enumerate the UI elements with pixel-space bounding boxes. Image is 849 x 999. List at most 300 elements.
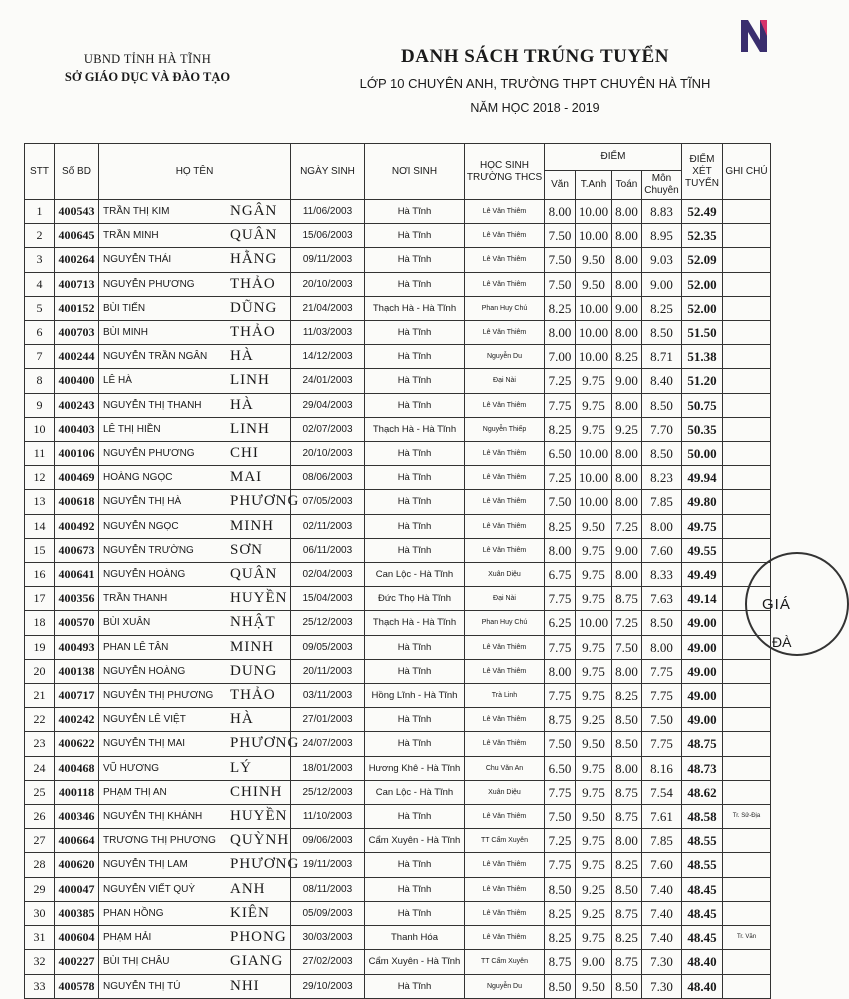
cell-ngay-sinh: 02/04/2003: [291, 563, 365, 587]
cell-diem-xet-tuyen: 48.55: [682, 853, 723, 877]
cell-ngay-sinh: 29/04/2003: [291, 393, 365, 417]
cell-diem-xet-tuyen: 49.75: [682, 514, 723, 538]
cell-ngay-sinh: 08/11/2003: [291, 877, 365, 901]
family-name: TRƯƠNG THỊ PHƯƠNG: [103, 835, 216, 847]
cell-ghi-chu: [723, 659, 771, 683]
cell-diem-xet-tuyen: 52.00: [682, 296, 723, 320]
cell-truong-thcs: Lê Văn Thiêm: [465, 635, 545, 659]
cell-diem-van: 6.50: [545, 756, 576, 780]
cell-ghi-chu: [723, 514, 771, 538]
given-name: ANH: [230, 880, 266, 897]
cell-sbd: 400673: [55, 538, 99, 562]
cell-stt: 31: [25, 926, 55, 950]
cell-diem-anh: 10.00: [576, 345, 612, 369]
cell-truong-thcs: Lê Văn Thiêm: [465, 901, 545, 925]
table-row: [25, 442, 771, 466]
table-row: [25, 780, 771, 804]
cell-truong-thcs: Lê Văn Thiêm: [465, 466, 545, 490]
cell-diem-xet-tuyen: 48.75: [682, 732, 723, 756]
cell-stt: 9: [25, 393, 55, 417]
cell-diem-anh: 10.00: [576, 442, 612, 466]
document-title-block: [330, 46, 740, 115]
cell-noi-sinh: Hà Tĩnh: [365, 708, 465, 732]
cell-stt: 10: [25, 417, 55, 441]
cell-diem-xet-tuyen: 48.55: [682, 829, 723, 853]
cell-diem-anh: 10.00: [576, 611, 612, 635]
cell-diem-anh: 9.75: [576, 369, 612, 393]
cell-ghi-chu: [723, 200, 771, 224]
header-ngay-sinh: NGÀY SINH: [291, 144, 365, 200]
family-name: LÊ THỊ HIỀN: [103, 423, 161, 435]
table-row: [25, 296, 771, 320]
cell-ngay-sinh: 05/09/2003: [291, 901, 365, 925]
cell-diem-van: 6.75: [545, 563, 576, 587]
cell-diem-toan: 8.50: [612, 732, 642, 756]
cell-noi-sinh: Đức Thọ Hà Tĩnh: [365, 587, 465, 611]
stamp-text-2: ĐÀ: [772, 634, 792, 650]
cell-ngay-sinh: 07/05/2003: [291, 490, 365, 514]
cell-stt: 30: [25, 901, 55, 925]
cell-truong-thcs: Lê Văn Thiêm: [465, 248, 545, 272]
cell-noi-sinh: Hà Tĩnh: [365, 732, 465, 756]
cell-diem-toan: 8.75: [612, 950, 642, 974]
cell-ho-ten: [99, 853, 300, 877]
cell-diem-xet-tuyen: 51.38: [682, 345, 723, 369]
cell-stt: 3: [25, 248, 55, 272]
given-name: HÀ: [230, 396, 254, 413]
cell-stt: 14: [25, 514, 55, 538]
cell-diem-van: 8.25: [545, 901, 576, 925]
cell-ghi-chu: [723, 272, 771, 296]
cell-diem-anh: 10.00: [576, 224, 612, 248]
cell-ghi-chu: [723, 684, 771, 708]
cell-noi-sinh: Can Lộc - Hà Tĩnh: [365, 780, 465, 804]
cell-diem-anh: 9.50: [576, 272, 612, 296]
cell-ngay-sinh: 30/03/2003: [291, 926, 365, 950]
cell-ghi-chu: [723, 490, 771, 514]
cell-ghi-chu: [723, 393, 771, 417]
cell-ho-ten: [99, 926, 291, 950]
table-row: [25, 393, 771, 417]
cell-diem-chuyen: 8.25: [642, 296, 682, 320]
family-name: NGUYỄN THỊ LAM: [103, 859, 188, 871]
table-row: [25, 829, 771, 853]
cell-sbd: 400604: [55, 926, 99, 950]
cell-ho-ten: [99, 974, 291, 998]
cell-diem-van: 7.50: [545, 272, 576, 296]
cell-sbd: 400664: [55, 829, 99, 853]
cell-truong-thcs: Lê Văn Thiêm: [465, 877, 545, 901]
cell-diem-chuyen: 7.85: [642, 490, 682, 514]
given-name: NHẬT: [230, 614, 276, 631]
cell-diem-toan: 8.50: [612, 974, 642, 998]
cell-ghi-chu: Tr. Văn: [723, 926, 771, 950]
cell-ho-ten: [99, 200, 291, 224]
given-name: HUYỀN: [230, 808, 288, 825]
family-name: NGUYỄN VIẾT QUỲ: [103, 883, 196, 895]
cell-ngay-sinh: 19/11/2003: [291, 853, 365, 877]
cell-diem-chuyen: 7.60: [642, 538, 682, 562]
cell-stt: 5: [25, 296, 55, 320]
cell-ghi-chu: [723, 224, 771, 248]
cell-sbd: 400227: [55, 950, 99, 974]
cell-diem-chuyen: 8.71: [642, 345, 682, 369]
cell-sbd: 400385: [55, 901, 99, 925]
cell-diem-xet-tuyen: 52.49: [682, 200, 723, 224]
cell-diem-xet-tuyen: 48.58: [682, 805, 723, 829]
cell-diem-chuyen: 7.61: [642, 805, 682, 829]
cell-sbd: 400138: [55, 659, 99, 683]
cell-noi-sinh: Hà Tĩnh: [365, 345, 465, 369]
cell-diem-xet-tuyen: 50.00: [682, 442, 723, 466]
results-table: [24, 143, 771, 999]
cell-noi-sinh: Hà Tĩnh: [365, 321, 465, 345]
family-name: NGUYỄN THỊ HÀ: [103, 496, 182, 508]
cell-sbd: 400641: [55, 563, 99, 587]
cell-diem-van: 7.25: [545, 369, 576, 393]
given-name: HÀ: [230, 348, 254, 365]
family-name: NGUYỄN PHƯƠNG: [103, 278, 195, 290]
family-name: NGUYỄN NGỌC: [103, 520, 179, 532]
cell-diem-toan: 8.50: [612, 877, 642, 901]
cell-ho-ten: [99, 248, 291, 272]
given-name: NGÂN: [230, 203, 278, 219]
cell-diem-chuyen: 7.75: [642, 684, 682, 708]
cell-diem-van: 8.75: [545, 950, 576, 974]
cell-diem-chuyen: 8.95: [642, 224, 682, 248]
family-name: PHẠM THỊ AN: [103, 786, 167, 798]
document-subtitle: LỚP 10 CHUYÊN ANH, TRƯỜNG THPT CHUYÊN HÀ TĨNH: [359, 76, 711, 91]
cell-ngay-sinh: 03/11/2003: [291, 684, 365, 708]
cell-diem-toan: 8.00: [612, 466, 642, 490]
cell-noi-sinh: Hà Tĩnh: [365, 490, 465, 514]
given-name: HẰNG: [230, 251, 278, 268]
cell-ho-ten: [99, 659, 291, 683]
cell-diem-xet-tuyen: 49.00: [682, 684, 723, 708]
cell-truong-thcs: Phan Huy Chú: [465, 611, 545, 635]
given-name: PHƯƠNG: [230, 493, 300, 510]
cell-diem-chuyen: 7.40: [642, 926, 682, 950]
table-row: [25, 684, 771, 708]
cell-stt: 13: [25, 490, 55, 514]
table-row: [25, 369, 771, 393]
cell-diem-anh: 9.75: [576, 538, 612, 562]
cell-ngay-sinh: 27/01/2003: [291, 708, 365, 732]
cell-sbd: 400152: [55, 296, 99, 320]
family-name: BÙI TIẾN: [103, 302, 146, 314]
table-row: [25, 732, 771, 756]
cell-ho-ten: [99, 490, 300, 514]
cell-diem-toan: 8.75: [612, 780, 642, 804]
cell-diem-chuyen: 8.23: [642, 466, 682, 490]
cell-stt: 22: [25, 708, 55, 732]
cell-ghi-chu: [723, 369, 771, 393]
cell-sbd: 400578: [55, 974, 99, 998]
cell-sbd: 400713: [55, 272, 99, 296]
cell-diem-anh: 9.75: [576, 563, 612, 587]
cell-truong-thcs: Lê Văn Thiêm: [465, 200, 545, 224]
cell-noi-sinh: Cẩm Xuyên - Hà Tĩnh: [365, 829, 465, 853]
table-row: [25, 272, 771, 296]
cell-sbd: 400400: [55, 369, 99, 393]
cell-noi-sinh: Hà Tĩnh: [365, 538, 465, 562]
cell-sbd: 400645: [55, 224, 99, 248]
agency-name: SỞ GIÁO DỤC VÀ ĐÀO TẠO: [64, 70, 231, 84]
table-row: [25, 974, 771, 998]
header-diem-xet-tuyen: ĐIỂM XÉT TUYỂN: [682, 144, 723, 200]
family-name: HOÀNG NGỌC: [103, 472, 173, 484]
cell-ngay-sinh: 21/04/2003: [291, 296, 365, 320]
family-name: VŨ HƯƠNG: [103, 762, 160, 774]
cell-diem-anh: 9.75: [576, 417, 612, 441]
cell-diem-toan: 8.00: [612, 200, 642, 224]
given-name: QUÂN: [230, 566, 278, 583]
cell-noi-sinh: Cẩm Xuyên - Hà Tĩnh: [365, 950, 465, 974]
cell-ghi-chu: Tr. Sử-Địa: [723, 805, 771, 829]
given-name: HUYỀN: [230, 590, 288, 607]
cell-stt: 26: [25, 805, 55, 829]
cell-ngay-sinh: 25/12/2003: [291, 611, 365, 635]
cell-diem-chuyen: 7.30: [642, 950, 682, 974]
cell-ngay-sinh: 20/10/2003: [291, 442, 365, 466]
cell-truong-thcs: Trà Linh: [465, 684, 545, 708]
header-toan: Toán: [612, 171, 642, 200]
cell-truong-thcs: Đại Nài: [465, 369, 545, 393]
cell-diem-toan: 8.75: [612, 901, 642, 925]
cell-diem-van: 7.00: [545, 345, 576, 369]
cell-diem-van: 7.75: [545, 635, 576, 659]
cell-diem-xet-tuyen: 49.00: [682, 659, 723, 683]
cell-diem-chuyen: 7.40: [642, 877, 682, 901]
cell-truong-thcs: Lê Văn Thiêm: [465, 490, 545, 514]
cell-ghi-chu: [723, 345, 771, 369]
cell-diem-anh: 9.25: [576, 877, 612, 901]
cell-diem-van: 7.75: [545, 393, 576, 417]
cell-truong-thcs: Xuân Diệu: [465, 780, 545, 804]
cell-sbd: 400620: [55, 853, 99, 877]
cell-diem-van: 8.25: [545, 926, 576, 950]
cell-diem-chuyen: 8.00: [642, 514, 682, 538]
document-title: DANH SÁCH TRÚNG TUYỂN: [401, 46, 669, 67]
cell-ghi-chu: [723, 950, 771, 974]
family-name: TRẦN THANH: [103, 593, 168, 605]
table-row: [25, 587, 771, 611]
table-row: [25, 635, 771, 659]
cell-truong-thcs: Lê Văn Thiêm: [465, 272, 545, 296]
cell-noi-sinh: Thạch Hà - Hà Tĩnh: [365, 611, 465, 635]
given-name: QUÂN: [230, 227, 278, 244]
cell-diem-xet-tuyen: 50.75: [682, 393, 723, 417]
cell-diem-anh: 9.00: [576, 950, 612, 974]
cell-diem-chuyen: 8.16: [642, 756, 682, 780]
cell-truong-thcs: Đại Nài: [465, 587, 545, 611]
cell-ho-ten: [99, 708, 291, 732]
cell-sbd: 400543: [55, 200, 99, 224]
given-name: LINH: [230, 420, 270, 437]
cell-ngay-sinh: 09/05/2003: [291, 635, 365, 659]
cell-ghi-chu: [723, 466, 771, 490]
family-name: BÙI THỊ CHÂU: [103, 956, 170, 968]
cell-truong-thcs: TT Cẩm Xuyên: [465, 829, 545, 853]
cell-diem-chuyen: 7.63: [642, 587, 682, 611]
table-row: [25, 514, 771, 538]
cell-sbd: 400244: [55, 345, 99, 369]
table-row: [25, 224, 771, 248]
table-row: [25, 345, 771, 369]
cell-ho-ten: [99, 563, 291, 587]
cell-diem-chuyen: 9.03: [642, 248, 682, 272]
family-name: NGUYỄN THỊ THANH: [103, 399, 202, 411]
cell-sbd: 400118: [55, 780, 99, 804]
cell-stt: 11: [25, 442, 55, 466]
table-row: [25, 659, 771, 683]
cell-ngay-sinh: 15/04/2003: [291, 587, 365, 611]
cell-diem-van: 8.00: [545, 538, 576, 562]
given-name: MAI: [230, 469, 263, 486]
cell-diem-xet-tuyen: 52.09: [682, 248, 723, 272]
cell-ho-ten: [99, 466, 291, 490]
cell-ho-ten: [99, 877, 291, 901]
cell-truong-thcs: Xuân Diệu: [465, 563, 545, 587]
cell-truong-thcs: Lê Văn Thiêm: [465, 732, 545, 756]
cell-diem-chuyen: 8.50: [642, 611, 682, 635]
cell-diem-toan: 8.25: [612, 853, 642, 877]
cell-ghi-chu: [723, 877, 771, 901]
cell-diem-van: 7.50: [545, 805, 576, 829]
cell-diem-van: 8.25: [545, 296, 576, 320]
table-row: [25, 901, 771, 925]
cell-diem-xet-tuyen: 49.94: [682, 466, 723, 490]
cell-diem-van: 7.25: [545, 829, 576, 853]
cell-diem-anh: 10.00: [576, 200, 612, 224]
cell-stt: 23: [25, 732, 55, 756]
given-name: THẢO: [230, 275, 276, 292]
cell-diem-xet-tuyen: 49.00: [682, 635, 723, 659]
cell-ghi-chu: [723, 732, 771, 756]
cell-ngay-sinh: 09/06/2003: [291, 829, 365, 853]
cell-ghi-chu: [723, 756, 771, 780]
cell-stt: 6: [25, 321, 55, 345]
official-stamp: [745, 552, 849, 656]
cell-ngay-sinh: 24/07/2003: [291, 732, 365, 756]
cell-diem-toan: 8.75: [612, 587, 642, 611]
cell-diem-toan: 8.00: [612, 829, 642, 853]
cell-diem-chuyen: 7.40: [642, 901, 682, 925]
cell-diem-van: 8.75: [545, 708, 576, 732]
cell-ghi-chu: [723, 853, 771, 877]
cell-diem-xet-tuyen: 51.50: [682, 321, 723, 345]
table-row: [25, 466, 771, 490]
family-name: NGUYỄN TRẦN NGÂN: [103, 351, 208, 363]
header-ghi-chu: GHI CHÚ: [723, 144, 771, 200]
header-noi-sinh: NƠI SINH: [365, 144, 465, 200]
cell-diem-toan: 8.25: [612, 345, 642, 369]
cell-diem-toan: 8.00: [612, 563, 642, 587]
cell-ngay-sinh: 20/10/2003: [291, 272, 365, 296]
cell-diem-toan: 8.00: [612, 224, 642, 248]
cell-ho-ten: [99, 417, 291, 441]
cell-diem-van: 8.50: [545, 877, 576, 901]
cell-diem-xet-tuyen: 49.00: [682, 611, 723, 635]
cell-diem-chuyen: 9.00: [642, 272, 682, 296]
cell-sbd: 400242: [55, 708, 99, 732]
given-name: SƠN: [230, 541, 264, 558]
table-row: [25, 756, 771, 780]
header-hoc-sinh: HỌC SINH TRƯỜNG THCS: [465, 144, 545, 200]
cell-diem-xet-tuyen: 49.49: [682, 563, 723, 587]
cell-truong-thcs: Lê Văn Thiêm: [465, 321, 545, 345]
cell-diem-toan: 8.25: [612, 926, 642, 950]
cell-ho-ten: [99, 345, 291, 369]
family-name: TRẦN THỊ KIM: [103, 206, 170, 217]
cell-sbd: 400264: [55, 248, 99, 272]
cell-truong-thcs: Lê Văn Thiêm: [465, 805, 545, 829]
cell-noi-sinh: Hà Tĩnh: [365, 635, 465, 659]
family-name: NGUYỄN HOÀNG: [103, 665, 186, 677]
cell-ghi-chu: [723, 442, 771, 466]
cell-ho-ten: [99, 321, 291, 345]
cell-diem-toan: 7.25: [612, 611, 642, 635]
cell-sbd: 400618: [55, 490, 99, 514]
table-row: [25, 200, 771, 224]
given-name: KIÊN: [230, 904, 270, 921]
cell-diem-xet-tuyen: 48.45: [682, 901, 723, 925]
cell-diem-xet-tuyen: 48.73: [682, 756, 723, 780]
cell-diem-anh: 9.75: [576, 635, 612, 659]
cell-truong-thcs: Lê Văn Thiêm: [465, 708, 545, 732]
cell-truong-thcs: Nguyễn Du: [465, 345, 545, 369]
given-name: QUỲNH: [230, 832, 290, 849]
table-row: [25, 926, 771, 950]
cell-noi-sinh: Thanh Hóa: [365, 926, 465, 950]
cell-diem-anh: 9.75: [576, 829, 612, 853]
cell-diem-chuyen: 8.00: [642, 635, 682, 659]
cell-diem-chuyen: 7.50: [642, 708, 682, 732]
results-table-body: [25, 200, 771, 999]
cell-diem-toan: 9.00: [612, 369, 642, 393]
cell-noi-sinh: Hương Khê - Hà Tĩnh: [365, 756, 465, 780]
cell-diem-chuyen: 7.30: [642, 974, 682, 998]
cell-diem-xet-tuyen: 51.20: [682, 369, 723, 393]
cell-noi-sinh: Hà Tĩnh: [365, 853, 465, 877]
header-ho-ten: HỌ TÊN: [99, 144, 291, 200]
cell-truong-thcs: Phan Huy Chú: [465, 296, 545, 320]
table-row: [25, 853, 771, 877]
cell-sbd: 400703: [55, 321, 99, 345]
cell-stt: 21: [25, 684, 55, 708]
cell-diem-chuyen: 8.50: [642, 442, 682, 466]
cell-noi-sinh: Can Lộc - Hà Tĩnh: [365, 563, 465, 587]
given-name: THẢO: [230, 324, 276, 341]
cell-diem-anh: 10.00: [576, 490, 612, 514]
cell-diem-van: 8.25: [545, 514, 576, 538]
cell-diem-toan: 8.00: [612, 272, 642, 296]
cell-diem-toan: 8.00: [612, 393, 642, 417]
cell-diem-chuyen: 8.50: [642, 321, 682, 345]
family-name: BÙI XUÂN: [103, 617, 151, 629]
cell-truong-thcs: Lê Văn Thiêm: [465, 538, 545, 562]
cell-noi-sinh: Hà Tĩnh: [365, 272, 465, 296]
cell-stt: 32: [25, 950, 55, 974]
given-name: PHONG: [230, 929, 287, 946]
cell-stt: 8: [25, 369, 55, 393]
cell-ngay-sinh: 15/06/2003: [291, 224, 365, 248]
agency-header: [40, 52, 255, 85]
cell-diem-xet-tuyen: 49.55: [682, 538, 723, 562]
family-name: LÊ HÀ: [103, 375, 132, 387]
family-name: NGUYỄN THỊ KHÁNH: [103, 811, 203, 823]
cell-sbd: 400356: [55, 587, 99, 611]
